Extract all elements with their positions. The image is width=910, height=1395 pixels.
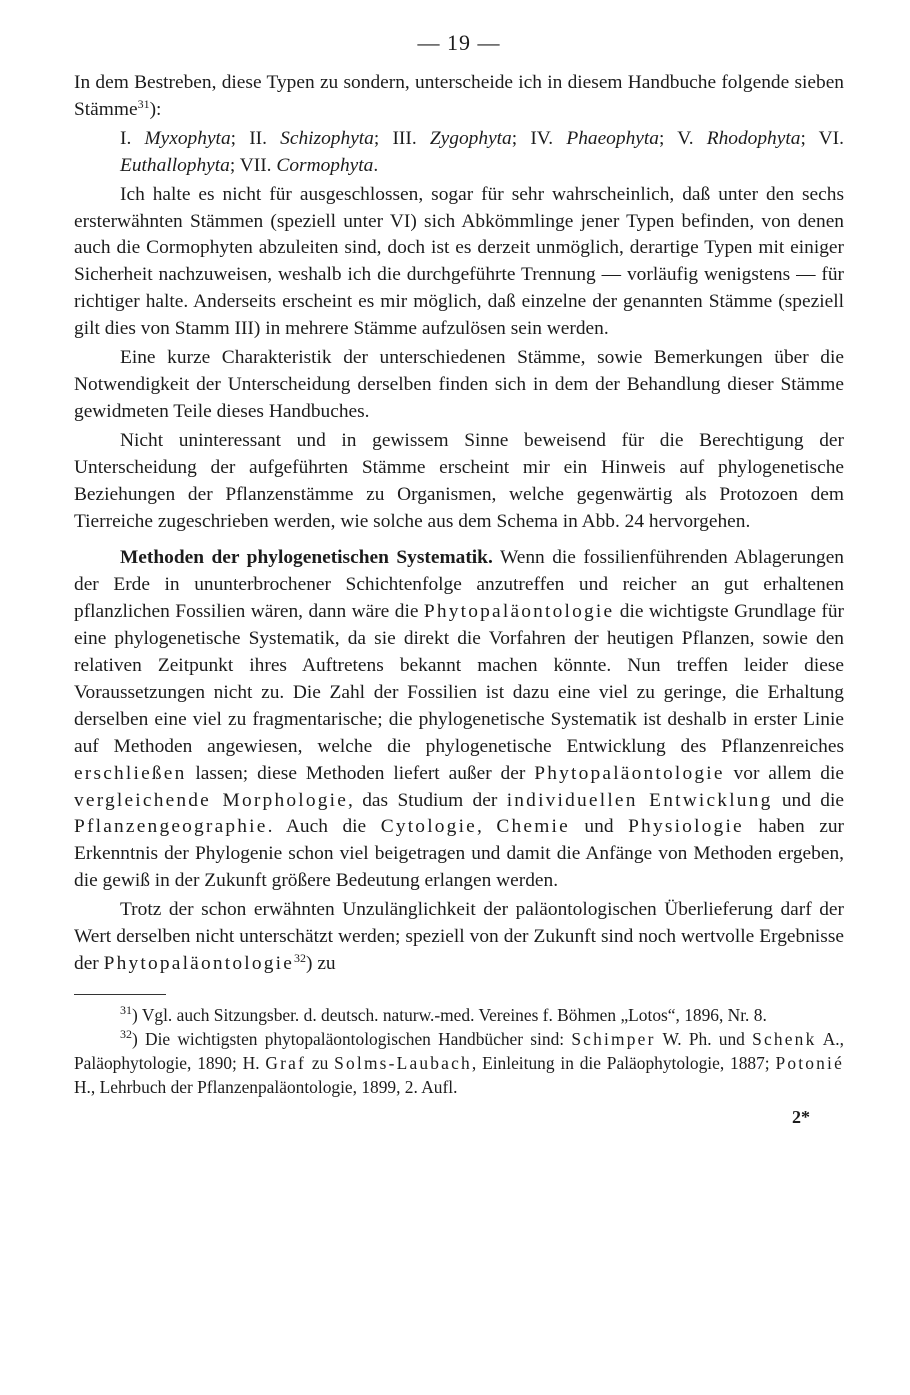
phyla-list [74,126,844,180]
phylum-item: II. Schizophyta; [249,127,380,149]
footnote-divider [74,994,166,995]
footnotes [74,1003,844,1099]
page-number: — 19 — [417,30,501,55]
paragraph-characteristics: Eine kurze Charakteristik der unterschiedenen Stämme, sowie Bemerkungen über die Notwendigkeit der Unterscheidung derselben finden sich in dem der Behandlung dieser Stämme gewidmeten Teile dieses Handbuches. [74,347,844,422]
phylum-item: I. Myxophyta; [120,127,237,149]
footnote-32: $^{32}$) Die wichtigsten phytopaläontologischen Handbücher sind: Schimper W. Ph. und Schenk A., Paläophytologie, 1890; H. Graf zu Solms-Laubach, Einleitung in die Paläophytologie, 1887; Potonié H., Lehrbuch der Pflanzenpaläontologie, 1899, 2. Aufl. [74,1026,844,1097]
intro-paragraph: In dem Bestreben, diese Typen zu sondern, unterscheide ich in diesem Handbuche folgende sieben Stämme$^{31}$): [74,72,844,120]
phylum-item: III. Zygophyta; [392,127,518,149]
paragraph-trotz: Trotz der schon erwähnten Unzulänglichkeit der paläontologischen Überlieferung darf der Wert derselben nicht unterschätzt werden; speziell von der Zukunft sind noch wertvolle Ergebnisse der Phytopaläontologie$^{32}$) zu [74,899,844,974]
section-heading: Methoden der phylogenetischen Systematik. [120,547,493,569]
phylum-item: IV. Phaeophyta; [530,127,665,149]
paragraph-stems: Ich halte es nicht für ausgeschlossen, sogar für sehr wahrscheinlich, daß unter den sechs ersterwähnten Stämmen (speziell unter VI) sich Abkömmlinge jener Typen befinden, von denen auch die Cormophyten abzuleiten sind, doch ist es derzeit unmöglich, derartige Typen mit einiger Sicherheit nachzuweisen, weshalb ich die durchgeführte Trennung — vorläufig wenigstens — für richtiger halte. Anderseits erscheint es mir möglich, daß einzelne der genannten Stämme (speziell gilt dies von Stamm III) in mehrere Stämme aufzulösen sein werden. [74,183,844,340]
footnote-31: $^{31}$) Vgl. auch Sitzungsber. d. deutsch. naturw.-med. Vereines f. Böhmen „Lotos“, 1896, Nr. 8. [120,1002,767,1025]
footnote-ref-31[interactable]: 31 [137,96,150,111]
phylum-item: V. Rhodophyta; [677,127,806,149]
phylum-item: VI. Euthallophyta; [120,127,844,176]
paragraph-methods: Methoden der phylogenetischen Systematik. Wenn die fossilienführenden Ablagerungen der Erde in ununterbrochener Schichtenfolge anzutreffen und reicher an gut erhaltenen pflanzlichen Fossilien wären, dann wäre die Phytopaläontologie die wichtigste Grundlage für eine phylogenetische Systematik, da sie direkt die Vorfahren der heutigen Pflanzen, sowie den relativen Zeitpunkt ihres Auftretens bekannt machen könnte. Nun treffen leider diese Voraussetzungen nicht zu. Die Zahl der Fossilien ist dazu eine viel zu geringe, die Erhaltung derselben eine viel zu fragmentarische; die phylogenetische Systematik ist deshalb in erster Linie auf Methoden angewiesen, welche die phylogenetische Entwicklung des Pflanzenreiches erschließen lassen; diese Methoden liefert außer der Phytopaläontologie vor allem die vergleichende Morphologie, das Studium der individuellen Entwicklung und die Pflanzengeographie. Auch die Cytologie, Chemie und Physiologie haben zur Erkenntnis der Phylogenie schon viel beigetragen und damit die Anfänge von Methoden ergeben, die gewiß in der Zukunft größere Bedeutung erlangen werden. [74,547,844,892]
document-page [74,30,844,1128]
signature-mark: 2* [792,1106,810,1127]
phylum-item: VII. Cormophyta. [239,154,379,176]
paragraph-protozoa: Nicht uninteressant und in gewissem Sinne beweisend für die Berechtigung der Unterscheidung der aufgeführten Stämme erscheint mir ein Hinweis auf phylogenetische Beziehungen der Pflanzenstämme zu Organismen, welche gegenwärtig als Protozoen dem Tierreiche zugeschrieben werden, wie solche aus dem Schema in Abb. 24 hervorgehen. [74,429,844,532]
footnote-ref-32[interactable]: 32 [294,951,307,965]
